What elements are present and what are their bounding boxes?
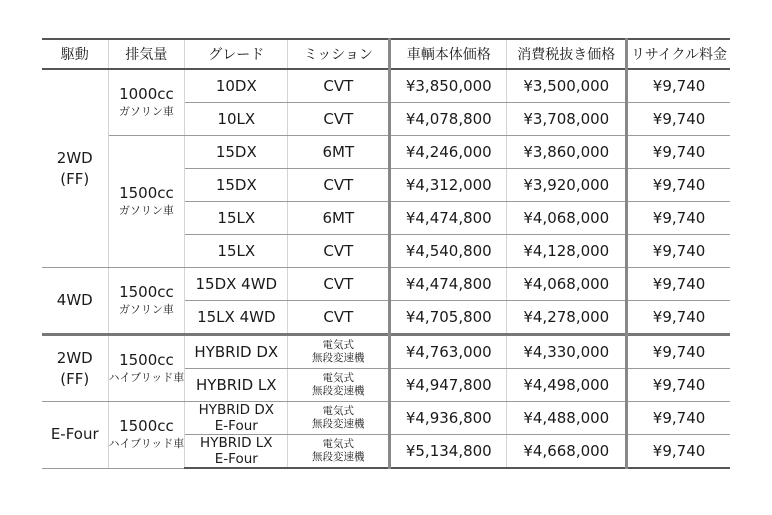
displacement-cc: 1500cc <box>119 282 174 301</box>
vehicle-price-cell: ¥4,246,000 <box>390 136 507 169</box>
recycle-fee-cell: ¥9,740 <box>627 268 730 301</box>
mission-cell <box>288 335 390 369</box>
displacement-cc: 1500cc <box>119 416 174 435</box>
grade-label: E-Four <box>214 418 258 434</box>
price-ex-tax-cell: ¥3,920,000 <box>507 169 627 202</box>
mission-label: 6MT <box>322 143 355 161</box>
vehicle-price-cell: ¥4,078,800 <box>390 103 507 136</box>
vehicle-price-cell: ¥4,936,800 <box>390 402 507 435</box>
price-ex-tax-cell: ¥3,500,000 <box>507 69 627 103</box>
grade-label: 15LX <box>217 242 256 260</box>
drive-label: 4WD <box>56 291 93 309</box>
price-ex-tax-cell: ¥4,498,000 <box>507 369 627 402</box>
grade-label: 10LX <box>217 110 256 128</box>
header-row <box>42 39 730 69</box>
mission-label: CVT <box>323 176 354 194</box>
recycle-fee-cell: ¥9,740 <box>627 136 730 169</box>
grade-cell <box>185 268 288 301</box>
drive-label: E-Four <box>50 425 99 444</box>
displacement-cell <box>108 136 185 268</box>
recycle-fee-cell: ¥9,740 <box>627 402 730 435</box>
price-ex-tax-cell: ¥4,278,000 <box>507 301 627 335</box>
drive-label: 2WD <box>56 148 93 167</box>
mission-label: 無段変速機 <box>312 418 365 430</box>
header-grade: グレード <box>185 39 288 69</box>
mission-label: 電気式 <box>322 438 355 450</box>
grade-label: HYBRID DX <box>198 402 274 418</box>
drive-label: (FF) <box>60 169 90 188</box>
drive-cell <box>42 268 108 335</box>
mission-label: CVT <box>323 242 354 260</box>
grade-cell <box>185 335 288 369</box>
grade-cell <box>185 369 288 402</box>
mission-cell <box>288 435 390 469</box>
header-drive: 駆動 <box>42 39 108 69</box>
mission-cell <box>288 169 390 202</box>
fuel-type: ハイブリッド車 <box>108 436 185 450</box>
vehicle-price-cell: ¥4,763,000 <box>390 335 507 369</box>
vehicle-price-cell: ¥4,540,800 <box>390 235 507 268</box>
fuel-type: ガソリン車 <box>118 302 174 316</box>
grade-label: HYBRID LX <box>196 376 277 394</box>
displacement-cc: 1500cc <box>119 350 174 369</box>
mission-cell <box>288 402 390 435</box>
table-row <box>42 335 730 369</box>
grade-label: 15DX <box>215 176 257 194</box>
header-mission: ミッション <box>288 39 390 69</box>
mission-cell <box>288 202 390 235</box>
grade-cell <box>185 136 288 169</box>
table-row <box>42 268 730 301</box>
grade-cell <box>185 402 288 435</box>
recycle-fee-cell: ¥9,740 <box>627 69 730 103</box>
grade-cell <box>185 169 288 202</box>
vehicle-price-cell: ¥4,474,800 <box>390 268 507 301</box>
fuel-type: ガソリン車 <box>118 203 174 217</box>
mission-label: CVT <box>323 308 354 326</box>
mission-label: 電気式 <box>322 405 355 417</box>
price-ex-tax-cell: ¥3,860,000 <box>507 136 627 169</box>
header-recycle-fee: リサイクル料金 <box>627 39 730 69</box>
table-body <box>42 69 730 468</box>
vehicle-price-cell: ¥5,134,800 <box>390 435 507 469</box>
price-ex-tax-cell: ¥4,668,000 <box>507 435 627 469</box>
price-ex-tax-cell: ¥3,708,000 <box>507 103 627 136</box>
drive-cell <box>42 69 108 268</box>
header-price-ex-tax: 消費税抜き価格 <box>507 39 627 69</box>
vehicle-price-cell: ¥4,947,800 <box>390 369 507 402</box>
grade-label: HYBRID DX <box>194 343 279 361</box>
price-ex-tax-cell: ¥4,128,000 <box>507 235 627 268</box>
mission-label: 無段変速機 <box>312 352 365 364</box>
drive-cell <box>42 335 108 402</box>
grade-label: 15DX 4WD <box>195 275 278 293</box>
table-header <box>42 39 730 69</box>
displacement-cell <box>108 268 185 335</box>
displacement-cc: 1500cc <box>119 183 174 202</box>
mission-label: CVT <box>323 110 354 128</box>
grade-cell <box>185 435 288 469</box>
mission-cell <box>288 136 390 169</box>
mission-label: 無段変速機 <box>312 385 365 397</box>
mission-label: 6MT <box>322 209 355 227</box>
recycle-fee-cell: ¥9,740 <box>627 169 730 202</box>
fuel-type: ガソリン車 <box>118 104 174 118</box>
vehicle-price-cell: ¥4,474,800 <box>390 202 507 235</box>
grade-label: 15LX 4WD <box>197 308 276 326</box>
grade-label: 10DX <box>215 77 257 95</box>
recycle-fee-cell: ¥9,740 <box>627 202 730 235</box>
mission-label: 無段変速機 <box>312 451 365 463</box>
mission-cell <box>288 69 390 103</box>
table-row <box>42 69 730 103</box>
mission-cell <box>288 301 390 335</box>
price-ex-tax-cell: ¥4,330,000 <box>507 335 627 369</box>
grade-cell <box>185 301 288 335</box>
grade-cell <box>185 69 288 103</box>
displacement-cell <box>108 402 185 469</box>
mission-label: 電気式 <box>322 339 355 351</box>
grade-cell <box>185 202 288 235</box>
recycle-fee-cell: ¥9,740 <box>627 369 730 402</box>
header-vehicle-price: 車輌本体価格 <box>390 39 507 69</box>
vehicle-price-cell: ¥4,705,800 <box>390 301 507 335</box>
table-row <box>42 402 730 435</box>
displacement-cell <box>108 69 185 136</box>
mission-cell <box>288 103 390 136</box>
mission-label: 電気式 <box>322 372 355 384</box>
grade-label: 15DX <box>215 143 257 161</box>
recycle-fee-cell: ¥9,740 <box>627 103 730 136</box>
table-row <box>42 136 730 169</box>
grade-cell <box>185 235 288 268</box>
grade-label: E-Four <box>214 451 258 467</box>
recycle-fee-cell: ¥9,740 <box>627 301 730 335</box>
mission-label: CVT <box>323 77 354 95</box>
grade-cell <box>185 103 288 136</box>
displacement-cc: 1000cc <box>119 84 174 103</box>
price-ex-tax-cell: ¥4,068,000 <box>507 268 627 301</box>
vehicle-price-cell: ¥3,850,000 <box>390 69 507 103</box>
mission-cell <box>288 235 390 268</box>
grade-label: 15LX <box>217 209 256 227</box>
recycle-fee-cell: ¥9,740 <box>627 235 730 268</box>
price-ex-tax-cell: ¥4,068,000 <box>507 202 627 235</box>
mission-cell <box>288 268 390 301</box>
grade-label: HYBRID LX <box>200 435 273 451</box>
recycle-fee-cell: ¥9,740 <box>627 435 730 469</box>
recycle-fee-cell: ¥9,740 <box>627 335 730 369</box>
price-table <box>42 38 730 469</box>
displacement-cell <box>108 335 185 402</box>
drive-cell <box>42 402 108 469</box>
drive-label: (FF) <box>60 369 90 388</box>
mission-label: CVT <box>323 275 354 293</box>
price-ex-tax-cell: ¥4,488,000 <box>507 402 627 435</box>
header-displacement: 排気量 <box>108 39 185 69</box>
drive-label: 2WD <box>56 348 93 367</box>
mission-cell <box>288 369 390 402</box>
fuel-type: ハイブリッド車 <box>108 370 185 384</box>
vehicle-price-cell: ¥4,312,000 <box>390 169 507 202</box>
